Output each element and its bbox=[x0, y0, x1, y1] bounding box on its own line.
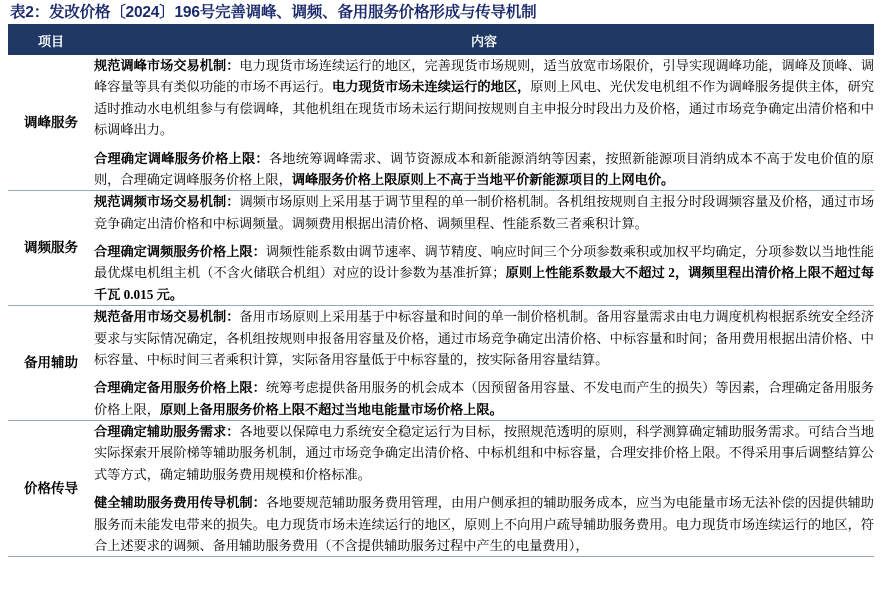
content-paragraph bbox=[94, 55, 874, 141]
table-header bbox=[8, 26, 874, 55]
policy-table bbox=[8, 26, 874, 557]
body-text: 各地统筹调峰需求、调节资源成本和新能源消纳等因素，按照新能源项目消纳成本不高于发电价值的原则，合理确定调峰服务价格上限， bbox=[94, 150, 874, 187]
table-row bbox=[8, 191, 874, 306]
content-paragraph bbox=[94, 148, 874, 191]
row-item-label: 调峰服务 bbox=[8, 55, 94, 191]
body-text: 电力现货市场连续运行的地区，完善现货市场规则，适当放宽市场限价，引导实现调峰功能，调峰及顶峰、调峰容量等具有类似功能的市场不再运行。 bbox=[94, 58, 875, 95]
emphasis-text: 合理确定辅助服务需求： bbox=[94, 424, 240, 439]
body-text: 统筹考虑提供备用服务的机会成本（因预留备用容量、不发电而产生的损失）等因素，合理确定备用服务价格上限， bbox=[94, 380, 874, 417]
emphasis-text: 规范调峰市场交易机制： bbox=[94, 58, 240, 73]
column-header-item: 项目 bbox=[8, 26, 94, 55]
body-text: 备用市场原则上采用基于中标容量和时间的单一制价格机制。备用容量需求由电力调度机构根据系统安全经济要求与实际情况确定，各机组按规则申报备用容量及价格，通过市场竞争确定出清价格、中标容量和时间；备用费用根据出清价格、中标容量、中标时间三者乘积计算，实际备用容量低于中标容量的，按实际备用容量结算。 bbox=[94, 309, 875, 367]
table-header-row bbox=[8, 26, 874, 55]
emphasis-text: 合理确定备用服务价格上限： bbox=[94, 380, 266, 396]
emphasis-text: 原则上性能系数最大不超过 2，调频里程出清价格上限不超过每千瓦 0.015 元。 bbox=[94, 265, 875, 302]
content-paragraph bbox=[94, 306, 874, 370]
row-content bbox=[94, 191, 874, 306]
table-row bbox=[8, 55, 874, 191]
table-body bbox=[8, 55, 874, 557]
emphasis-text: 规范备用市场交易机制： bbox=[94, 309, 240, 325]
row-content bbox=[94, 55, 874, 191]
content-paragraph bbox=[94, 191, 874, 234]
body-text: 各地要以保障电力系统安全稳定运行为目标，按照规范透明的原则，科学测算确定辅助服务需求。可结合当地实际探索开展阶梯等辅助服务机制，通过市场竞争确定出清价格、中标机组和中标容量，合理安排价格上限。不得采用事后调整结算公式等方式，确定辅助服务费用规模和价格标准。 bbox=[94, 424, 875, 482]
row-item-label: 价格传导 bbox=[8, 421, 94, 557]
content-paragraph bbox=[94, 421, 874, 485]
emphasis-text: 原则上备用服务价格上限不超过当地电能量市场价格上限。 bbox=[159, 401, 503, 417]
body-text: 调频性能系数由调节速率、调节精度、响应时间三个分项参数乘积或加权平均确定，分项参数以当地性能最优煤电机组主机（不含火储联合机组）对应的设计参数为基准折算； bbox=[94, 244, 874, 281]
emphasis-text: 规范调频市场交易机制： bbox=[94, 194, 240, 210]
content-paragraph bbox=[94, 492, 874, 556]
content-paragraph bbox=[94, 241, 874, 305]
row-item-label: 备用辅助 bbox=[8, 306, 94, 421]
row-content bbox=[94, 421, 874, 557]
column-header-content: 内容 bbox=[94, 26, 874, 55]
page-title: 表2：发改价格〔2024〕196号完善调峰、调频、备用服务价格形成与传导机制 bbox=[10, 4, 537, 21]
content-paragraph bbox=[94, 377, 874, 420]
emphasis-text: 合理确定调峰服务价格上限： bbox=[94, 150, 269, 166]
body-text: 调频市场原则上采用基于调节里程的单一制价格机制。各机组按规则自主报分时段调频容量及价格，通过市场竞争确定出清价格和中标调频量。调频费用根据出清价格、调频里程、性能系数三者乘积计算。 bbox=[94, 194, 875, 231]
body-text: 原则上风电、光伏发电机组不作为调峰服务提供主体，研究适时推动水电机组参与有偿调峰，其他机组在现货市场未运行期间按规则自主申报分时段出力及价格，通过市场竞争确定出清价格和中标调峰出力。 bbox=[94, 79, 875, 138]
table-row bbox=[8, 421, 874, 557]
body-text: 各地要规范辅助服务费用管理，由用户侧承担的辅助服务成本，应当为电能量市场无法补偿的因提供辅助服务而未能发电带来的损失。电力现货市场未连续运行的地区，原则上不向用户疏导辅助服务费用。电力现货市场连续运行的地区，符合上述要求的调频、备用辅助服务费用（不含提供辅助服务过程中产生的电量费用）， bbox=[94, 495, 874, 553]
table-row bbox=[8, 306, 874, 421]
emphasis-text: 电力现货市场未连续运行的地区， bbox=[331, 79, 531, 95]
emphasis-text: 合理确定调频服务价格上限： bbox=[94, 244, 266, 259]
emphasis-text: 调峰服务价格上限原则上不高于当地平价新能源项目的上网电价。 bbox=[291, 171, 675, 187]
page-bottom-spacer bbox=[8, 557, 874, 563]
row-content bbox=[94, 306, 874, 421]
emphasis-text: 健全辅助服务费用传导机制： bbox=[94, 495, 266, 511]
row-item-label: 调频服务 bbox=[8, 191, 94, 306]
